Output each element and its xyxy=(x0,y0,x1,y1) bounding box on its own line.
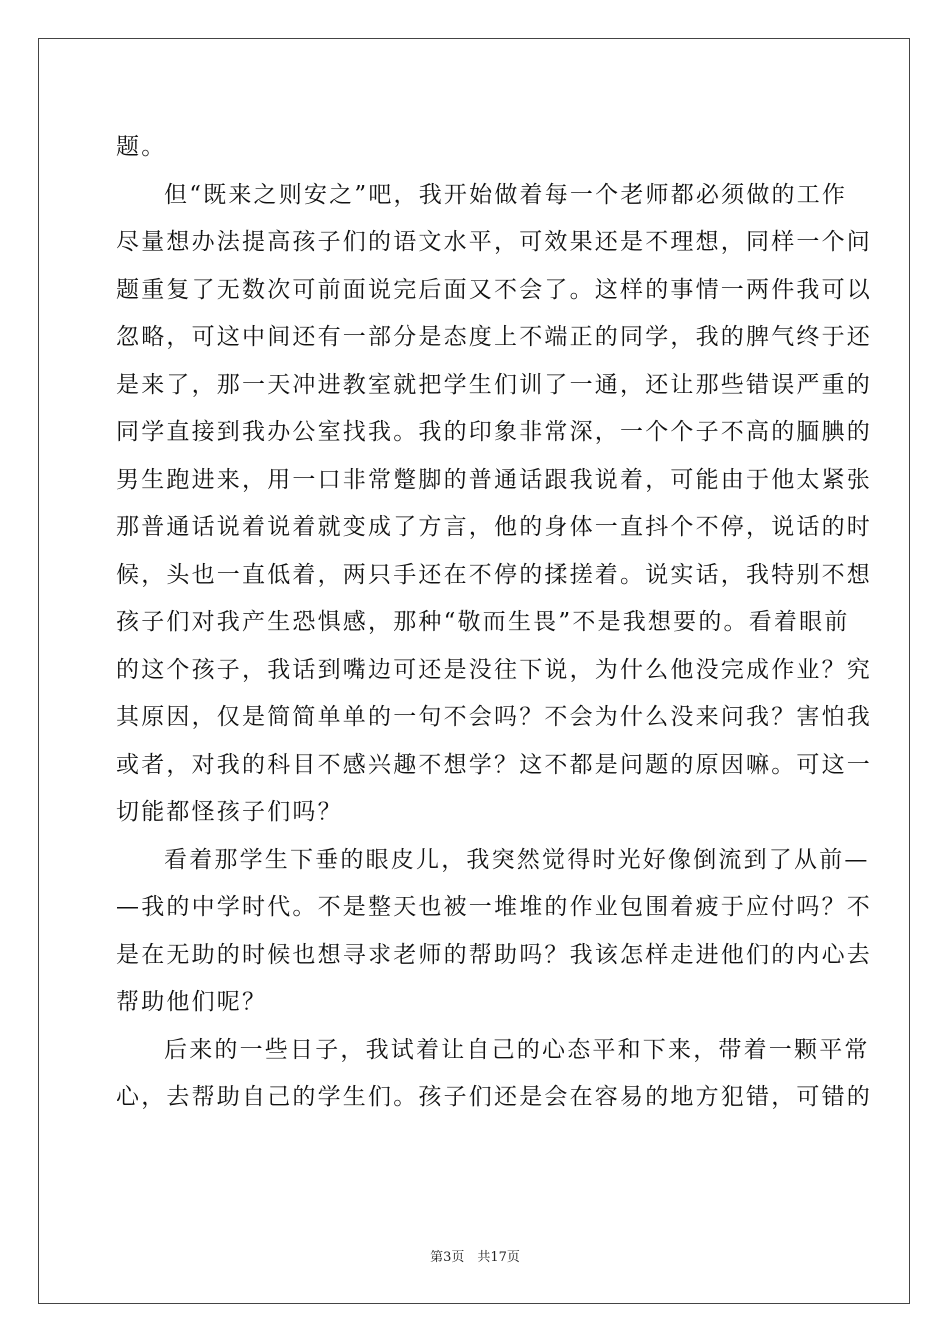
text-line: 看着那学生下垂的眼皮儿，我突然觉得时光好像倒流到了从前— xyxy=(164,846,870,873)
text-line: 是来了，那一天冲进教室就把学生们训了一通，还让那些错误严重的 xyxy=(116,371,872,398)
text-line: 其原因，仅是简简单单的一句不会吗？不会为什么没来问我？害怕我 xyxy=(116,704,872,730)
text-line: 心，去帮助自己的学生们。孩子们还是会在容易的地方犯错，可错的 xyxy=(116,1084,872,1110)
text-line: 男生跑进来，用一口非常蹩脚的普通话跟我说着，可能由于他太紧张 xyxy=(116,466,872,493)
text-line: 但“既来之则安之”吧，我开始做着每一个老师都必须做的工作 xyxy=(164,181,848,208)
text-line: 题。 xyxy=(116,134,167,160)
text-line: 的这个孩子，我话到嘴边可还是没往下说，为什么他没完成作业？究 xyxy=(116,656,872,683)
text-line: 同学直接到我办公室找我。我的印象非常深，一个个子不高的腼腆的 xyxy=(116,419,872,445)
text-line: 帮助他们呢？ xyxy=(116,989,268,1015)
document-body xyxy=(116,124,872,1122)
text-line: 是在无助的时候也想寻求老师的帮助吗？我该怎样走进他们的内心去 xyxy=(116,941,872,968)
text-line: —我的中学时代。不是整天也被一堆堆的作业包围着疲于应付吗？不 xyxy=(116,894,872,920)
text-line: 尽量想办法提高孩子们的语文水平，可效果还是不理想，同样一个问 xyxy=(116,229,872,255)
text-line: 那普通话说着说着就变成了方言，他的身体一直抖个不停，说话的时 xyxy=(116,514,872,540)
text-line: 后来的一些日子，我试着让自己的心态平和下来，带着一颗平常 xyxy=(164,1036,870,1063)
text-line: 候，头也一直低着，两只手还在不停的揉搓着。说实话，我特别不想 xyxy=(116,561,872,588)
page-footer xyxy=(0,1246,950,1265)
text-line: 或者，对我的科目不感兴趣不想学？这不都是问题的原因嘛。可这一 xyxy=(116,751,872,778)
text-line: 切能都怪孩子们吗？ xyxy=(116,799,343,825)
text-line: 孩子们对我产生恐惧感，那种“敬而生畏”不是我想要的。看着眼前 xyxy=(116,609,850,635)
text-line: 忽略，可这中间还有一部分是态度上不端正的同学，我的脾气终于还 xyxy=(116,324,872,350)
text-line: 题重复了无数次可前面说完后面又不会了。这样的事情一两件我可以 xyxy=(116,276,872,303)
page-number-label: 第3页 共17页 xyxy=(430,1250,520,1265)
